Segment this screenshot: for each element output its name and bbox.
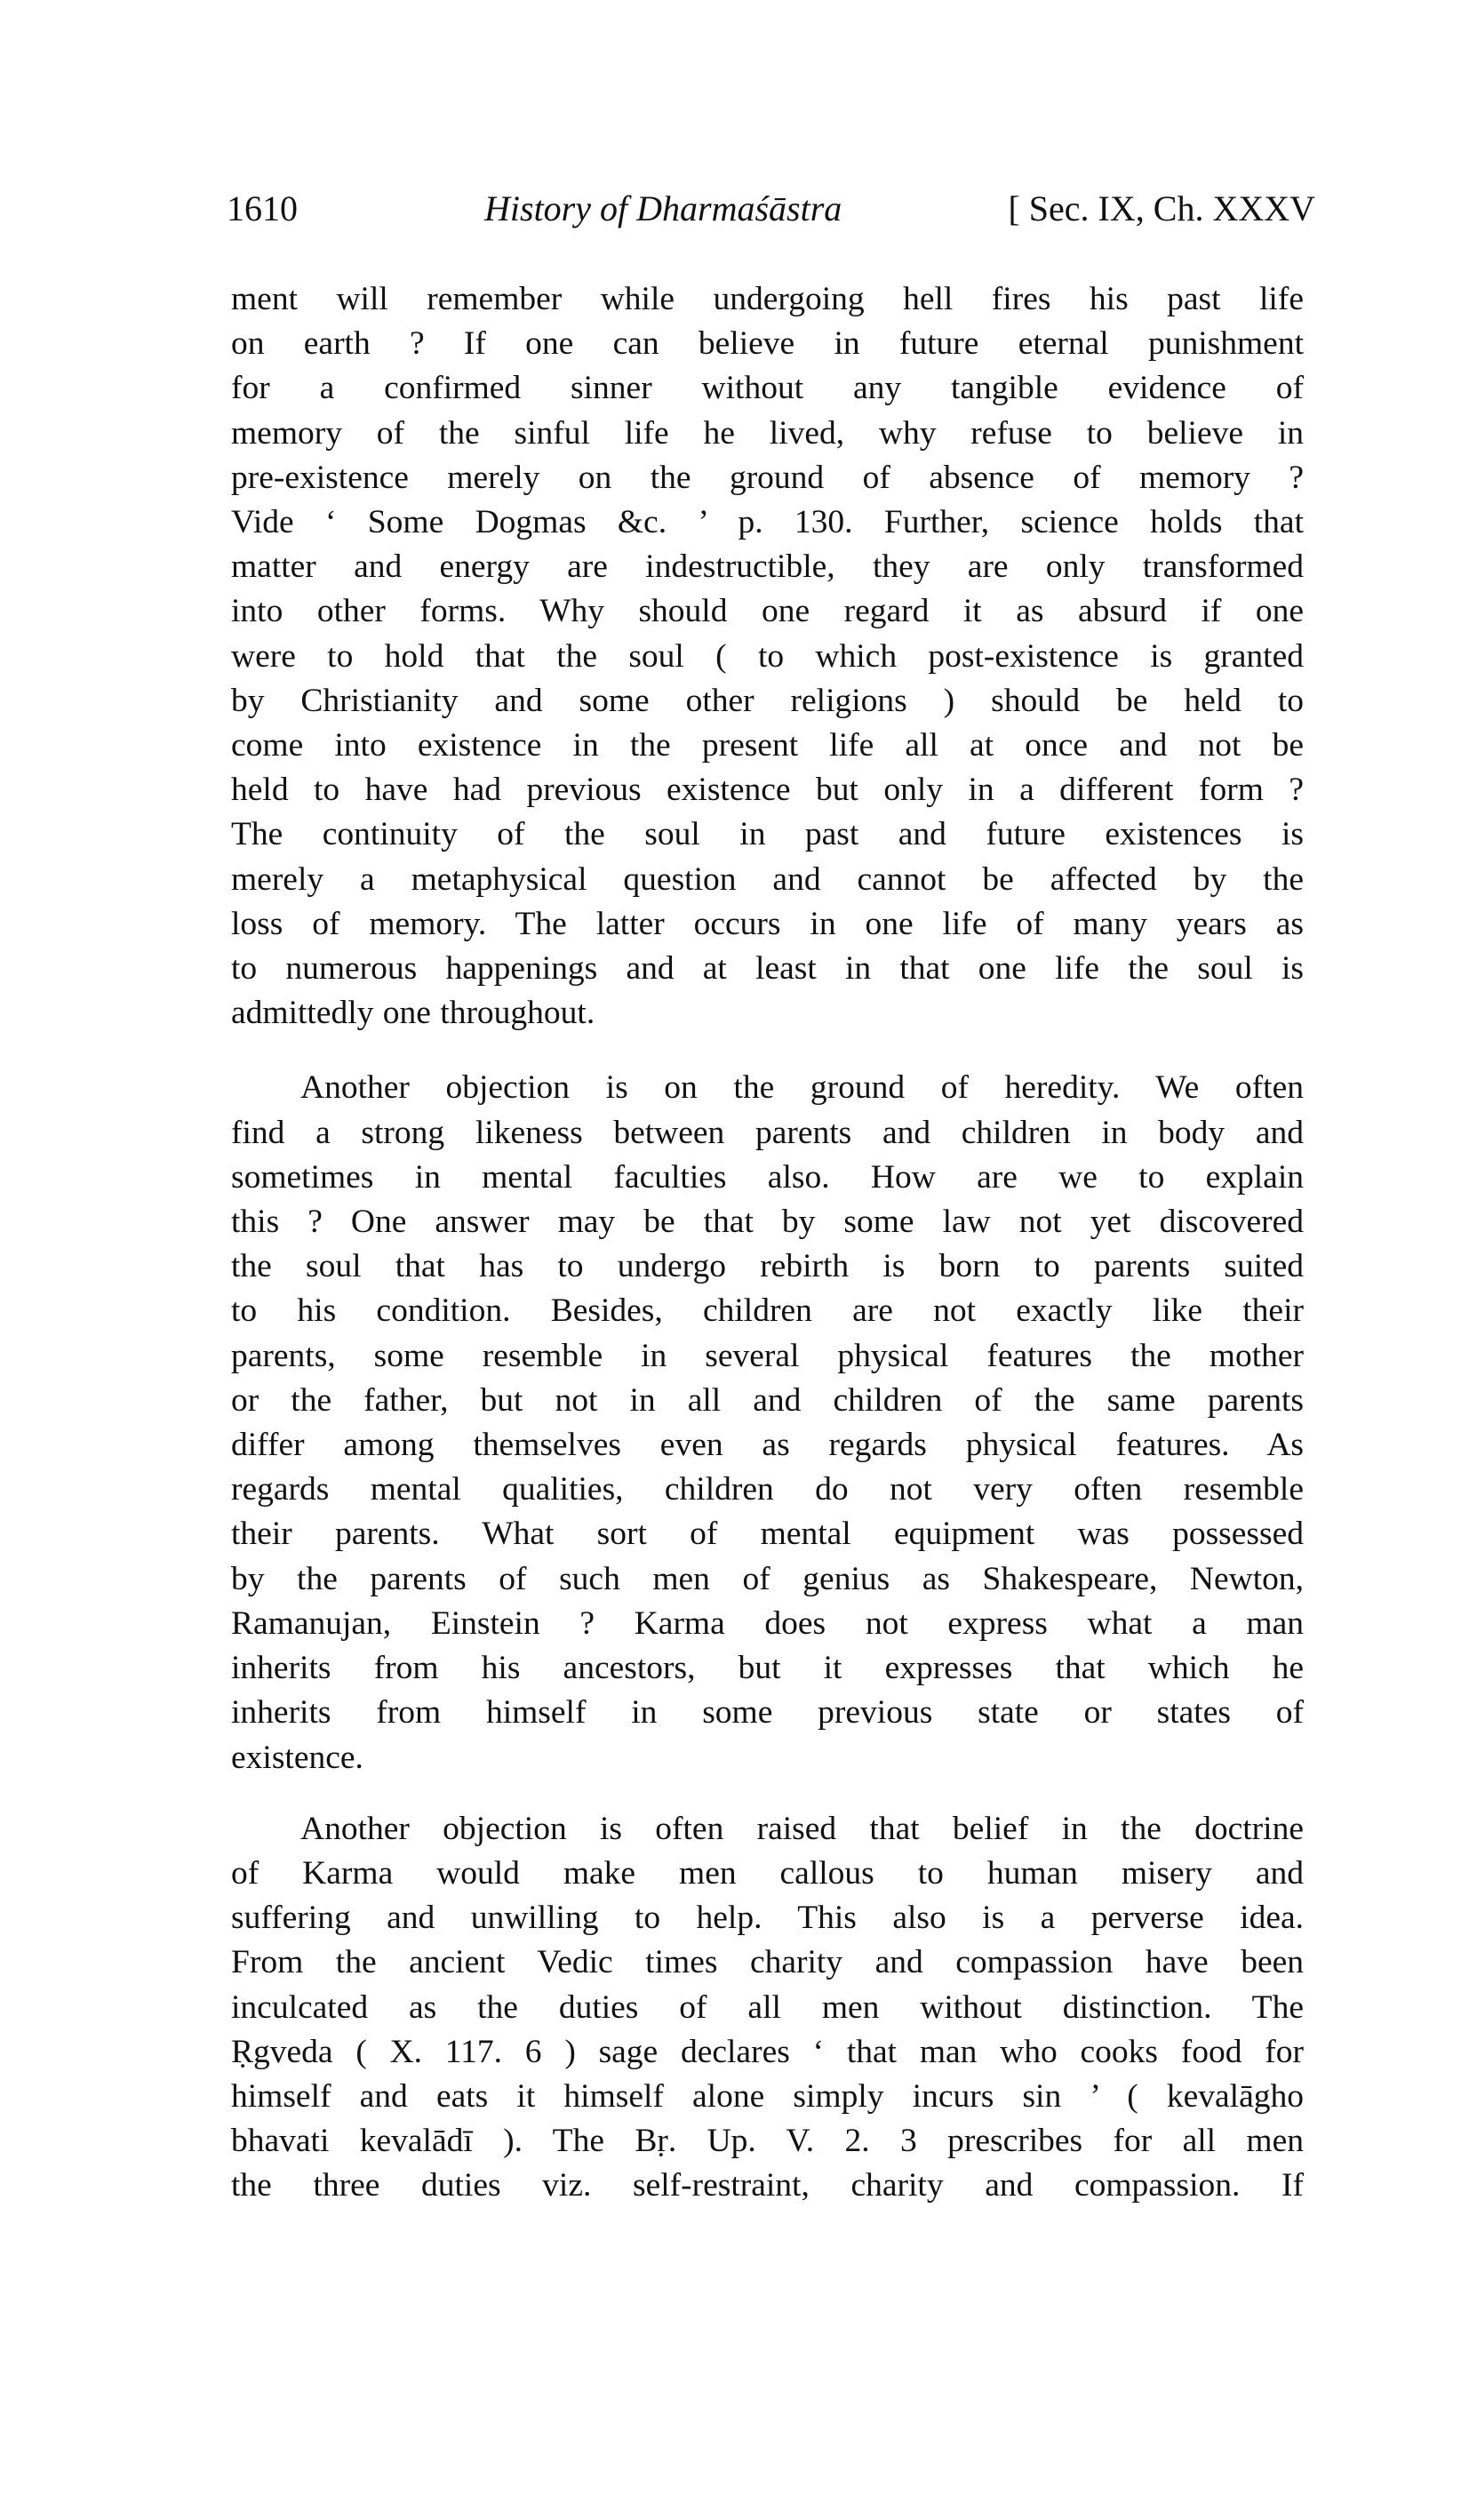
section-reference: [ Sec. IX, Ch. XXXV [1008,188,1315,228]
text-line: merely a metaphysical question and cannot be affected by the [231,860,1304,898]
text-line: on earth ? If one can believe in future eternal punishment [231,325,1304,363]
text-line: the soul that has to undergo rebirth is born to parents suited [231,1248,1304,1285]
text-line: admittedly one throughout. [231,995,595,1032]
text-line: memory of the sinful life he lived, why refuse to believe in [231,414,1304,452]
text-line: Ramanujan, Einstein ? Karma does not express what a man [231,1604,1304,1642]
text-line: bhavati kevalādī ). The Bṛ. Up. V. 2. 3 prescribes for all men [231,2123,1304,2160]
text-line: for a confirmed sinner without any tangible evidence of [231,370,1304,407]
text-line: come into existence in the present life all at once and not be [231,727,1304,764]
paragraph-spacer [231,1036,1304,1066]
text-line: parents, some resemble in several physical features the mother [231,1337,1304,1374]
text-line: ment will remember while undergoing hell fires his past life [231,281,1304,317]
text-line: into other forms. Why should one regard it as absurd if one [231,593,1304,630]
text-line: held to have had previous existence but only in a different form ? [231,772,1304,809]
text-line: Another objection is on the ground of heredity. We often [300,1069,1304,1107]
text-line: find a strong likeness between parents and children in body and [231,1114,1304,1151]
text-line: inculcated as the duties of all men without distinction. The [231,1988,1304,2026]
text-line: Another objection is often raised that belief in the doctrine [300,1810,1304,1847]
text-line: sometimes in mental faculties also. How are we to explain [231,1158,1304,1196]
text-line: pre-existence merely on the ground of absence of memory ? [231,459,1304,496]
text-line: himself and eats it himself alone simply incurs sin ’ ( kevalāgho [231,2077,1304,2115]
paragraph-spacer [231,1780,1304,1807]
page-number: 1610 [227,188,298,228]
text-line: loss of memory. The latter occurs in one life of many years as [231,905,1304,942]
text-line: The continuity of the soul in past and future existences is [231,816,1304,853]
text-line: the three duties viz. self-restraint, charity and compassion. If [231,2167,1304,2204]
text-line: suffering and unwilling to help. This also is a perverse idea. [231,1900,1304,1937]
text-line: or the father, but not in all and children of the same parents [231,1381,1304,1419]
paragraph-1 [231,277,1304,1036]
text-line: of Karma would make men callous to human misery and [231,1854,1304,1892]
text-line: Ṛgveda ( X. 117. 6 ) sage declares ‘ that man who cooks food for [231,2033,1304,2070]
text-line: to numerous happenings and at least in that one life the soul is [231,950,1304,988]
paragraph-2 [231,1066,1304,1780]
body-text [231,277,1304,2209]
paragraph-3 [231,1807,1304,2209]
text-line: differ among themselves even as regards physical features. As [231,1427,1304,1464]
text-line: inherits from his ancestors, but it expresses that which he [231,1650,1304,1687]
text-line: matter and energy are indestructible, they are only transformed [231,548,1304,586]
text-line: their parents. What sort of mental equipment was possessed [231,1516,1304,1553]
text-line: inherits from himself in some previous state or states of [231,1694,1304,1732]
text-line: regards mental qualities, children do not very often resemble [231,1471,1304,1508]
text-line: From the ancient Vedic times charity and compassion have been [231,1944,1304,1981]
text-line: by Christianity and some other religions ) should be held to [231,682,1304,719]
text-line: were to hold that the soul ( to which post-existence is granted [231,637,1304,675]
running-header [227,182,1315,236]
text-line: existence. [231,1739,363,1776]
text-line: to his condition. Besides, children are not exactly like their [231,1292,1304,1330]
text-line: this ? One answer may be that by some law not yet discovered [231,1204,1304,1241]
text-line: Vide ‘ Some Dogmas &c. ’ p. 130. Further, science holds that [231,504,1304,541]
text-line: by the parents of such men of genius as Shakespeare, Newton, [231,1560,1304,1597]
running-title: History of Dharmaśāstra [484,188,842,228]
